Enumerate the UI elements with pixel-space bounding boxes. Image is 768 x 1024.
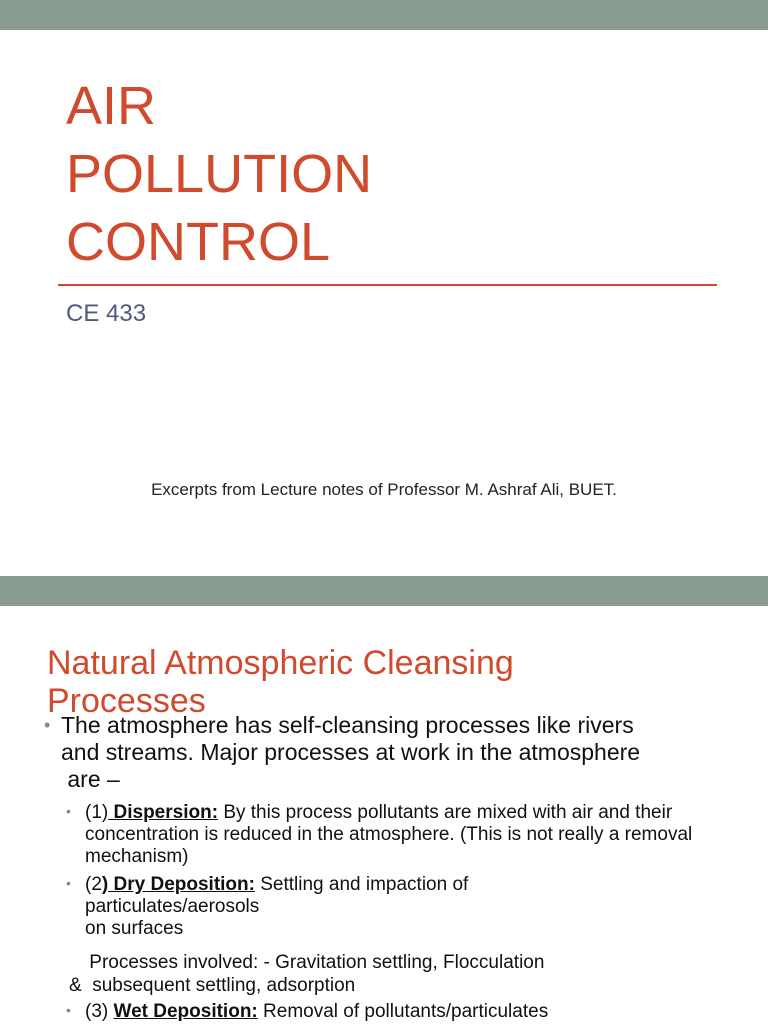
title-slide bbox=[0, 30, 768, 576]
title-underline bbox=[58, 284, 717, 286]
top-divider-bar bbox=[0, 0, 768, 30]
item-number: (2 bbox=[85, 874, 102, 895]
intro-line-2: and streams. Major processes at work in the atmosphere bbox=[61, 739, 641, 765]
bullet-dot-icon: • bbox=[66, 803, 71, 819]
item-description-line-3: on surfaces bbox=[85, 918, 184, 939]
term-dispersion: Dispersion: bbox=[108, 802, 219, 823]
bullet-dot-icon: • bbox=[66, 875, 71, 891]
credit-text: Excerpts from Lecture notes of Professor M. Ashraf Ali, BUET. bbox=[151, 480, 617, 499]
item-description: Removal of pollutants/particulates bbox=[257, 1001, 549, 1022]
intro-line-1: The atmosphere has self-cleansing processes like rivers bbox=[61, 712, 634, 738]
item-number: (3) bbox=[85, 1001, 114, 1022]
item-description: Settling and impaction of bbox=[254, 874, 469, 895]
term-dry-deposition: ) Dry Deposition: bbox=[101, 874, 255, 895]
bullet-dot-icon: • bbox=[66, 1002, 71, 1018]
bullet-dot-icon: • bbox=[44, 715, 51, 735]
list-item-dispersion bbox=[66, 802, 716, 868]
content-slide bbox=[0, 606, 768, 1024]
title-line-2: POLLUTION bbox=[66, 144, 373, 204]
item-number: (1) bbox=[85, 802, 109, 823]
intro-line-3: are – bbox=[61, 766, 120, 792]
slide-title: Natural Atmospheric Cleansing Processes bbox=[47, 644, 514, 720]
title-line-3: CONTROL bbox=[66, 212, 331, 272]
course-code: CE 433 bbox=[66, 300, 147, 327]
list-item-wet-deposition bbox=[66, 1001, 716, 1023]
processes-line-2: & subsequent settling, adsorption bbox=[69, 975, 356, 996]
term-wet-deposition: Wet Deposition: bbox=[113, 1001, 258, 1022]
item-description-line-2: particulates/aerosols bbox=[85, 896, 260, 917]
item-description: By this process pollutants are mixed with air and their concentration is reduced in the atmosphere. (This is not really a removal mechanism) bbox=[85, 802, 693, 867]
processes-line-1: Processes involved: - Gravitation settling, Flocculation bbox=[84, 952, 545, 973]
intro-bullet bbox=[40, 712, 730, 793]
list-item-dry-deposition bbox=[66, 874, 716, 940]
slide-divider-bar bbox=[0, 576, 768, 606]
title-line-1: AIR bbox=[66, 76, 157, 136]
